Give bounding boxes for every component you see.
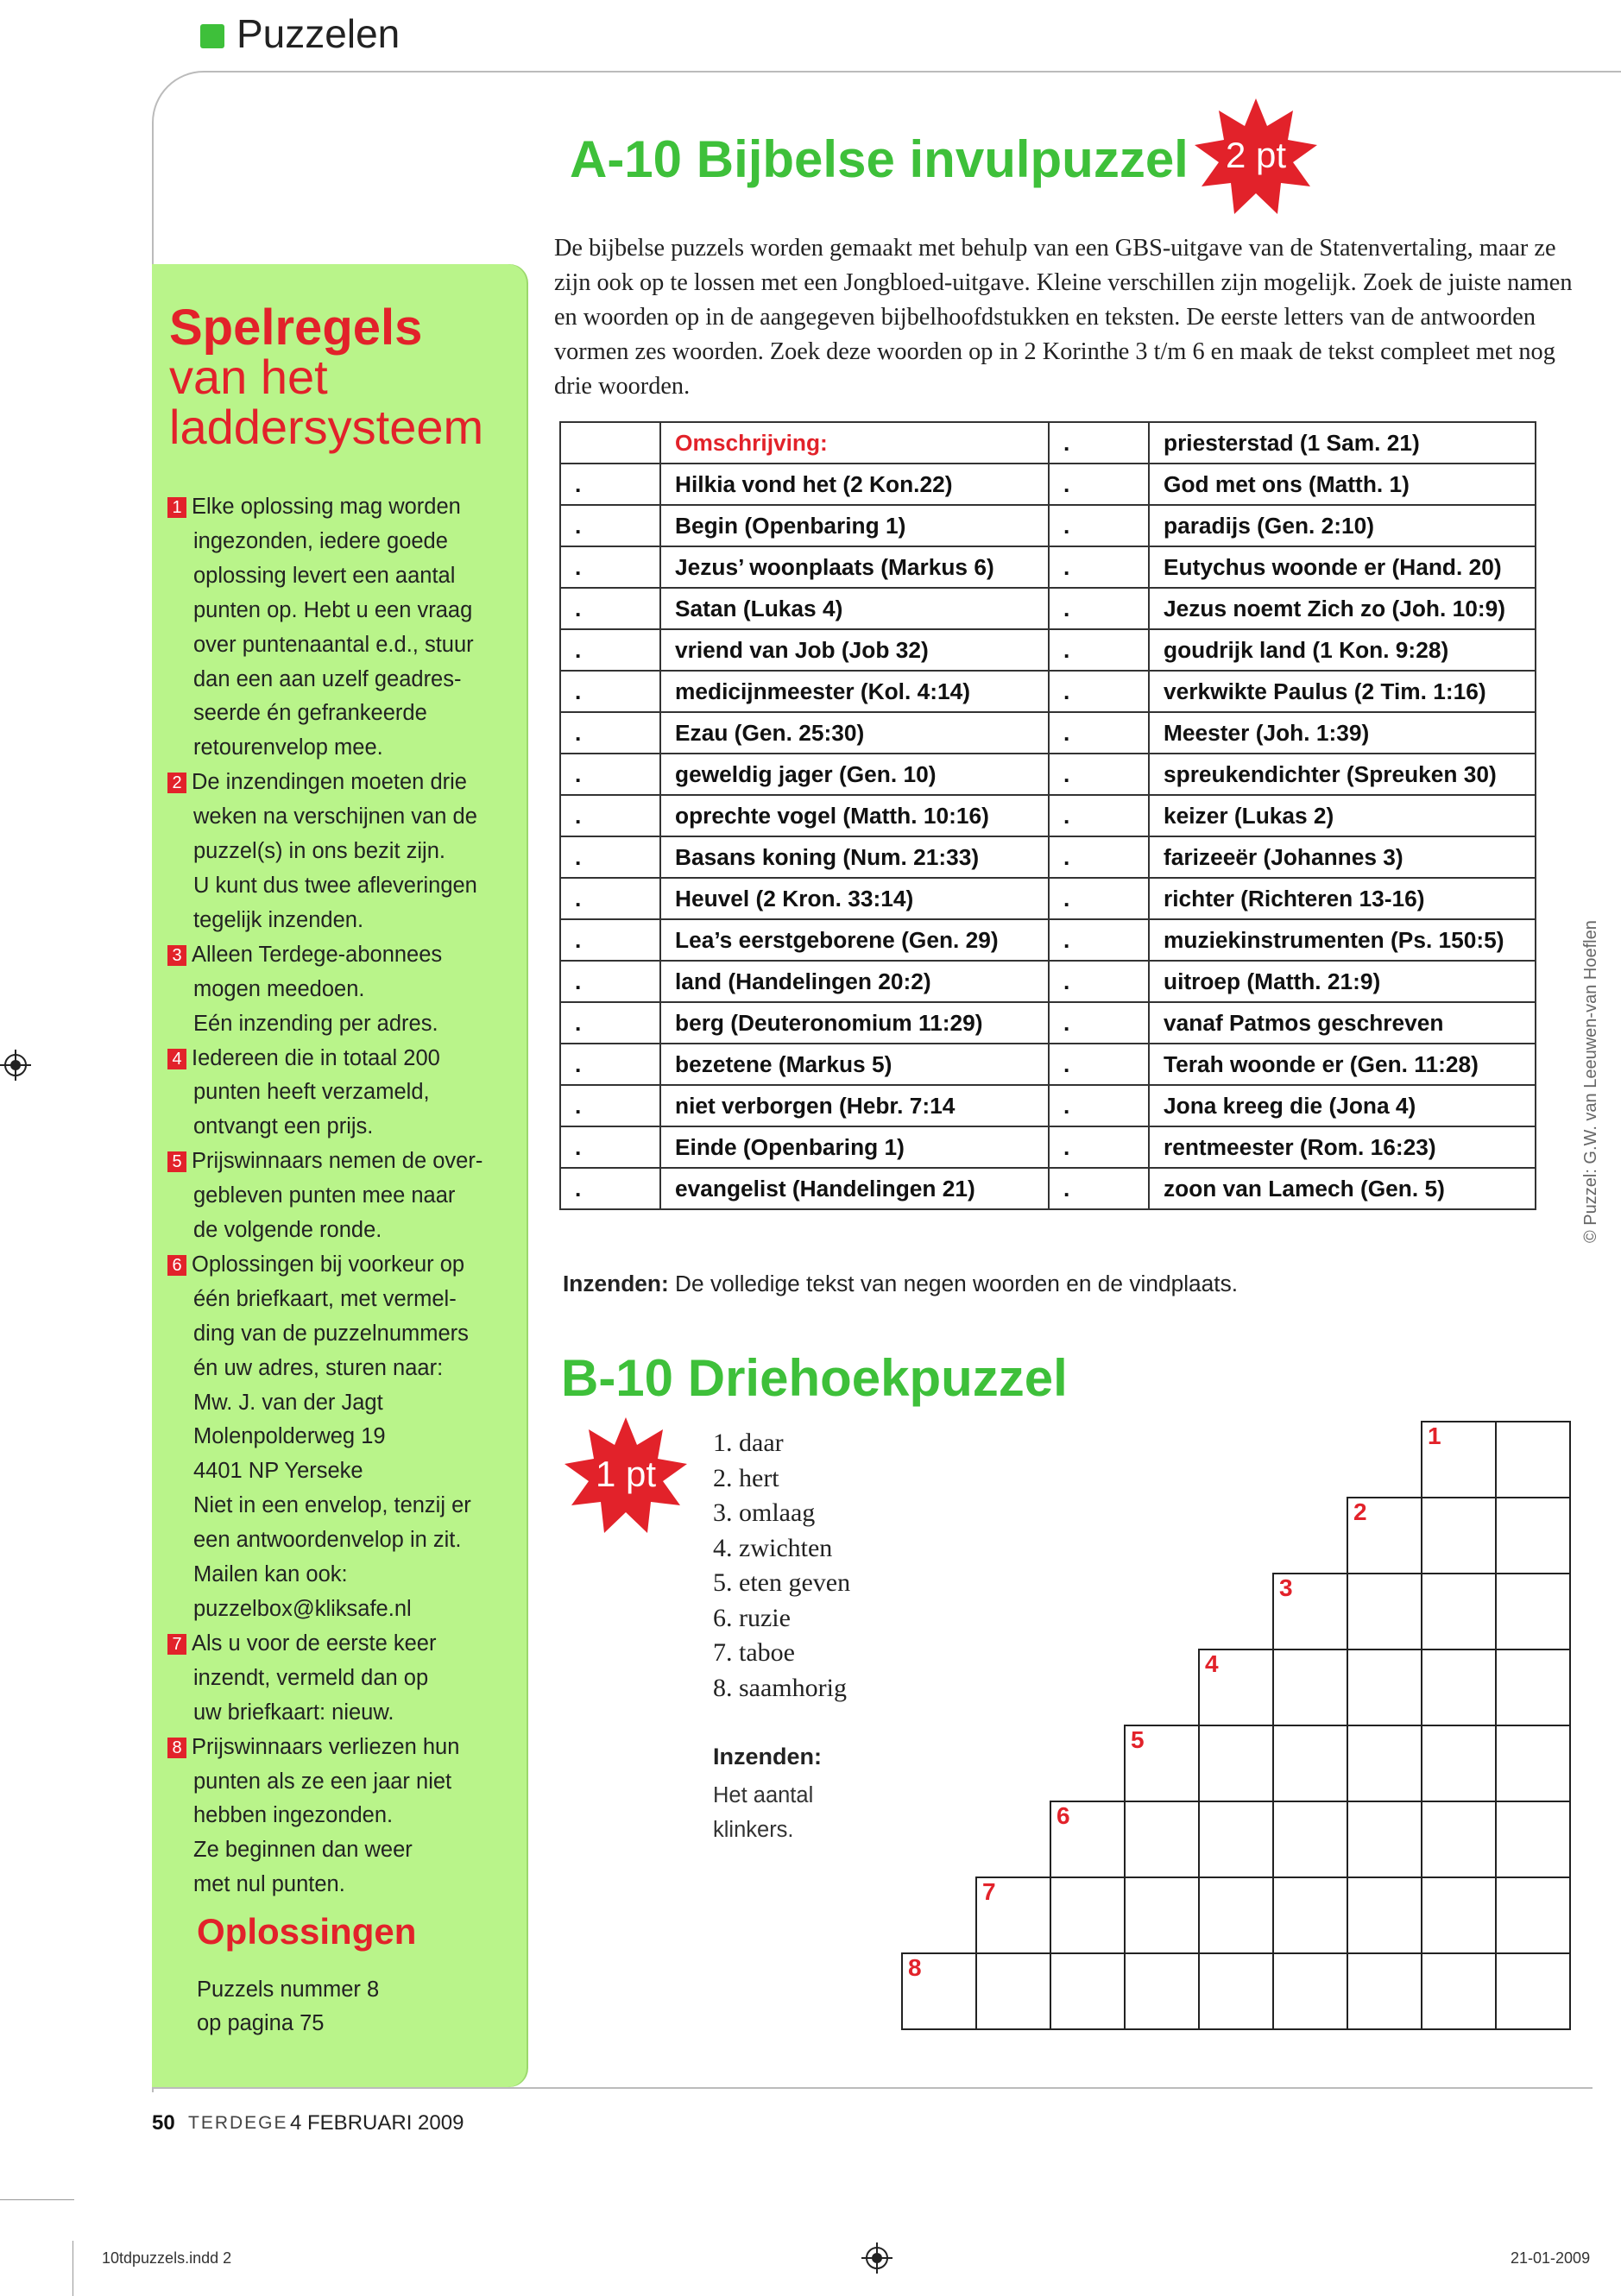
puzzle-a-table-body	[560, 422, 1536, 1209]
clue-cell: medicijnmeester (Kol. 4:14)	[660, 671, 1049, 712]
grid-cell[interactable]	[1495, 1877, 1571, 1954]
row-number: 5	[1131, 1726, 1145, 1753]
table-row	[560, 629, 1536, 671]
clue-cell: spreukendichter (Spreuken 30)	[1149, 754, 1536, 795]
rule-text: dan een aan uzelf geadres-	[193, 666, 462, 691]
rule-line	[167, 1283, 513, 1317]
rule-line	[167, 1799, 513, 1833]
dot-cell[interactable]: .	[1049, 1085, 1149, 1126]
rule-text: U kunt dus twee afleveringen	[193, 873, 477, 898]
clue-cell: paradijs (Gen. 2:10)	[1149, 505, 1536, 546]
grid-cell[interactable]	[1272, 1649, 1348, 1726]
grid-cell[interactable]	[1272, 1877, 1348, 1954]
clue-item: 7. taboe	[713, 1638, 795, 1667]
rule-line	[167, 628, 513, 663]
rule-line	[167, 938, 513, 973]
section-marker	[200, 24, 224, 48]
grid-cell[interactable]	[1421, 1573, 1497, 1650]
dot-cell[interactable]: .	[560, 464, 660, 505]
rule-line	[167, 1386, 513, 1421]
clue-cell: Satan (Lukas 4)	[660, 588, 1049, 629]
puzzle-a-submit	[563, 1271, 1238, 1297]
grid-cell[interactable]	[1495, 1725, 1571, 1802]
clue-cell: oprechte vogel (Matth. 10:16)	[660, 795, 1049, 836]
dot-cell[interactable]: .	[1049, 836, 1149, 878]
puzzle-b-submit-label: Inzenden:	[713, 1744, 822, 1769]
clue-cell: Lea’s eerstgeborene (Gen. 29)	[660, 919, 1049, 961]
dot-cell[interactable]: .	[560, 588, 660, 629]
row-number: 8	[908, 1954, 922, 1981]
table-row	[560, 505, 1536, 546]
rule-line	[167, 697, 513, 731]
puzzle-b-title	[561, 1348, 1068, 1408]
dot-cell[interactable]: .	[1049, 1126, 1149, 1168]
grid-cell[interactable]	[1198, 1725, 1274, 1802]
rule-line	[167, 1179, 513, 1214]
rule-line	[167, 1833, 513, 1868]
clue-cell: vanaf Patmos geschreven	[1149, 1002, 1536, 1044]
table-row	[560, 1044, 1536, 1085]
rule-line	[167, 800, 513, 835]
dot-cell[interactable]: .	[560, 1126, 660, 1168]
rule-text: puzzel(s) in ons bezit zijn.	[193, 839, 445, 864]
rule-text: Niet in een envelop, tenzij er	[193, 1493, 471, 1518]
rule-line	[167, 835, 513, 869]
grid-cell[interactable]	[1495, 1952, 1571, 2030]
rule-text: met nul punten.	[193, 1872, 345, 1897]
submit-text: De volledige tekst van negen woorden en de vindplaats.	[675, 1271, 1239, 1296]
clue-cell: Heuvel (2 Kron. 33:14)	[660, 878, 1049, 919]
grid-cell[interactable]	[1495, 1649, 1571, 1726]
table-row	[560, 1002, 1536, 1044]
grid-cell[interactable]	[1347, 1952, 1422, 2030]
rules-list	[167, 490, 513, 1902]
rule-text: Mw. J. van der Jagt	[193, 1390, 383, 1415]
rule-text: punten als ze een jaar niet	[193, 1769, 452, 1794]
clue-cell: rentmeester (Rom. 16:23)	[1149, 1126, 1536, 1168]
rule-number: 5	[167, 1151, 186, 1172]
dot-cell[interactable]: .	[1049, 754, 1149, 795]
clue-cell: geweldig jager (Gen. 10)	[660, 754, 1049, 795]
dot-cell[interactable]: .	[560, 919, 660, 961]
solutions-line: Puzzels nummer 8	[197, 1977, 380, 2002]
puzzle-a-title	[570, 129, 1189, 189]
grid-cell[interactable]	[1198, 1877, 1274, 1954]
grid-cell[interactable]	[1495, 1801, 1571, 1878]
dot-cell[interactable]: .	[1049, 671, 1149, 712]
grid-cell[interactable]	[1347, 1725, 1422, 1802]
sidebar-subtitle: van het laddersysteem	[169, 350, 484, 454]
row-number: 7	[982, 1878, 996, 1905]
rule-line	[167, 1317, 513, 1352]
clue-item: 5. eten geven	[713, 1568, 851, 1597]
registration-mark-icon	[0, 1050, 31, 1081]
dot-cell[interactable]: .	[1049, 588, 1149, 629]
grid-cell[interactable]	[1421, 1877, 1497, 1954]
clue-cell: bezetene (Markus 5)	[660, 1044, 1049, 1085]
points-label-b: 1 pt	[595, 1454, 657, 1494]
rule-text: én uw adres, sturen naar:	[193, 1355, 444, 1380]
points-label-a: 2 pt	[1225, 135, 1287, 175]
rule-line	[167, 663, 513, 697]
grid-cell[interactable]	[1421, 1952, 1497, 2030]
registration-mark-icon	[861, 2242, 892, 2274]
row-number: 1	[1428, 1422, 1441, 1449]
puzzle-b-name: Driehoekpuzzel	[687, 1349, 1068, 1407]
grid-cell[interactable]	[1421, 1649, 1497, 1726]
dot-cell[interactable]: .	[1049, 505, 1149, 546]
rule-line	[167, 1765, 513, 1800]
rule-text: één briefkaart, met vermel-	[193, 1286, 457, 1311]
slug-date: 21-01-2009	[1511, 2249, 1591, 2267]
dot-cell[interactable]: .	[560, 1168, 660, 1209]
rule-line	[167, 1042, 513, 1076]
dot-cell[interactable]: .	[560, 1002, 660, 1044]
rule-line	[167, 490, 513, 525]
grid-cell[interactable]	[1050, 1952, 1126, 2030]
crop-mark	[0, 2199, 74, 2200]
dot-cell[interactable]: .	[1049, 464, 1149, 505]
puzzle-b-code: B-10	[561, 1349, 674, 1407]
dot-cell[interactable]: .	[1049, 919, 1149, 961]
dot-cell[interactable]: .	[1049, 1168, 1149, 1209]
table-row	[560, 1085, 1536, 1126]
dot-cell[interactable]: .	[560, 754, 660, 795]
rule-line	[167, 1110, 513, 1145]
grid-cell[interactable]	[975, 1952, 1051, 2030]
table-row	[560, 961, 1536, 1002]
clue-cell: evangelist (Handelingen 21)	[660, 1168, 1049, 1209]
table-row	[560, 712, 1536, 754]
grid-cell[interactable]	[1124, 1952, 1200, 2030]
rule-text: Ze beginnen dan weer	[193, 1838, 413, 1863]
clue-cell: niet verborgen (Hebr. 7:14	[660, 1085, 1049, 1126]
rule-line	[167, 1214, 513, 1248]
rule-text: weken na verschijnen van de	[193, 804, 477, 829]
rule-text: 4401 NP Yerseke	[193, 1459, 363, 1484]
rule-text: inzendt, vermeld dan op	[193, 1665, 429, 1690]
clue-cell: zoon van Lamech (Gen. 5)	[1149, 1168, 1536, 1209]
row-number: 2	[1353, 1498, 1367, 1525]
rule-line	[167, 1627, 513, 1662]
rule-line	[167, 559, 513, 594]
rule-text: punten op. Hebt u een vraag	[193, 597, 473, 622]
rule-line	[167, 766, 513, 800]
puzzle-a-table	[559, 421, 1536, 1210]
table-row	[560, 546, 1536, 588]
rule-number: 2	[167, 773, 186, 793]
rule-text: retourenvelop mee.	[193, 735, 383, 760]
clue-item: 2. hert	[713, 1463, 779, 1492]
grid-cell[interactable]	[1347, 1801, 1422, 1878]
clue-cell: Hilkia vond het (2 Kon.22)	[660, 464, 1049, 505]
rule-line	[167, 1489, 513, 1523]
rule-text: Eén inzending per adres.	[193, 1011, 438, 1036]
puzzle-b-clues	[713, 1426, 850, 1706]
dot-cell[interactable]: .	[560, 1044, 660, 1085]
rule-line	[167, 1558, 513, 1593]
rule-text: oplossing levert een aantal	[193, 563, 456, 588]
grid-cell[interactable]	[1421, 1497, 1497, 1574]
clue-cell: Eutychus woonde er (Hand. 20)	[1149, 546, 1536, 588]
rule-line	[167, 1662, 513, 1696]
rule-text: Molenpolderweg 19	[193, 1424, 386, 1449]
clue-item: 3. omlaag	[713, 1498, 816, 1527]
rule-line	[167, 1420, 513, 1454]
table-row	[560, 919, 1536, 961]
table-row	[560, 795, 1536, 836]
dot-cell[interactable]: .	[560, 629, 660, 671]
table-row	[560, 754, 1536, 795]
row-number: 6	[1056, 1802, 1070, 1829]
rule-text: Mailen kan ook:	[193, 1562, 348, 1587]
grid-cell[interactable]	[1421, 1801, 1497, 1878]
dot-cell[interactable]: .	[1049, 1044, 1149, 1085]
solutions-title: Oplossingen	[197, 1911, 417, 1952]
dot-cell[interactable]: .	[560, 546, 660, 588]
grid-cell[interactable]	[1495, 1497, 1571, 1574]
rule-text: Alleen Terdege-abonnees	[192, 942, 443, 967]
clue-cell: Basans koning (Num. 21:33)	[660, 836, 1049, 878]
rule-line	[167, 525, 513, 559]
section-title: Puzzelen	[237, 11, 401, 56]
dot-cell[interactable]: .	[560, 795, 660, 836]
dot-cell[interactable]: .	[1049, 795, 1149, 836]
table-header-row	[560, 422, 1536, 464]
rule-line	[167, 594, 513, 628]
magazine-name: TERDEGE	[188, 2113, 288, 2133]
rule-line	[167, 731, 513, 766]
rule-number: 3	[167, 945, 186, 966]
clue-cell: Begin (Openbaring 1)	[660, 505, 1049, 546]
dot-cell[interactable]: .	[560, 712, 660, 754]
rule-text: puzzelbox@kliksafe.nl	[193, 1597, 412, 1621]
clue-cell: priesterstad (1 Sam. 21)	[1149, 422, 1536, 464]
rule-line	[167, 1523, 513, 1558]
rule-number: 7	[167, 1634, 186, 1655]
rule-text: ding van de puzzelnummers	[193, 1321, 469, 1346]
grid-cell[interactable]	[1198, 1952, 1274, 2030]
clue-cell: Jona kreeg die (Jona 4)	[1149, 1085, 1536, 1126]
solutions-line: op pagina 75	[197, 2011, 325, 2035]
rule-line	[167, 1248, 513, 1283]
submit-label: Inzenden:	[563, 1271, 669, 1296]
table-row	[560, 1126, 1536, 1168]
rule-text: Prijswinnaars verliezen hun	[192, 1734, 460, 1759]
clue-cell: keizer (Lukas 2)	[1149, 795, 1536, 836]
grid-cell[interactable]	[1124, 1877, 1200, 1954]
dot-cell[interactable]: .	[560, 1085, 660, 1126]
rule-text: seerde én gefrankeerde	[193, 701, 427, 726]
grid-cell[interactable]	[1124, 1801, 1200, 1878]
clue-cell: Ezau (Gen. 25:30)	[660, 712, 1049, 754]
table-row	[560, 588, 1536, 629]
dot-cell[interactable]: .	[560, 878, 660, 919]
rule-number: 4	[167, 1049, 186, 1069]
dot-cell[interactable]: .	[1049, 1002, 1149, 1044]
rule-text: De inzendingen moeten drie	[192, 770, 467, 795]
clue-cell: muziekinstrumenten (Ps. 150:5)	[1149, 919, 1536, 961]
grid-cell[interactable]	[1347, 1649, 1422, 1726]
clue-cell: berg (Deuteronomium 11:29)	[660, 1002, 1049, 1044]
rule-text: ontvangt een prijs.	[193, 1114, 374, 1139]
rule-text: ingezonden, iedere goede	[193, 528, 448, 553]
dot-cell[interactable]: .	[1049, 712, 1149, 754]
clue-cell: farizeeër (Johannes 3)	[1149, 836, 1536, 878]
table-row	[560, 1168, 1536, 1209]
table-row	[560, 671, 1536, 712]
grid-cell[interactable]	[1421, 1725, 1497, 1802]
puzzle-a-code: A-10	[570, 130, 683, 188]
rule-text: Prijswinnaars nemen de over-	[192, 1149, 483, 1174]
rule-text: Als u voor de eerste keer	[192, 1631, 437, 1656]
clue-cell: God met ons (Matth. 1)	[1149, 464, 1536, 505]
rule-number: 8	[167, 1738, 186, 1758]
rule-text: mogen meedoen.	[193, 976, 365, 1001]
rule-text: uw briefkaart: nieuw.	[193, 1700, 394, 1725]
rule-line	[167, 1007, 513, 1042]
puzzle-credit: © Puzzel: G.W. van Leeuwen-van Hoeflen	[1581, 920, 1600, 1243]
rule-text: Elke oplossing mag worden	[192, 495, 461, 519]
rule-text: tegelijk inzenden.	[193, 907, 364, 932]
rule-line	[167, 1352, 513, 1386]
clue-cell: richter (Richteren 13-16)	[1149, 878, 1536, 919]
puzzle-a-intro: De bijbelse puzzels worden gemaakt met behulp van een GBS-uitgave van de Statenvertaling, maar ze zijn ook op te lossen met een Jongbloed-uitgave. Kleine verschillen zijn mogelijk. Zoek de juiste namen en woorden op in de aangegeven bijbelhoofdstukken en teksten. De eerste letters van de antwoorden vormen zes woorden. Zoek deze woorden op in 2 Korinthe 3 t/m 6 en maak de tekst compleet met nog drie woorden.	[554, 235, 1573, 400]
dot-cell[interactable]: .	[560, 671, 660, 712]
rule-line	[167, 1868, 513, 1902]
slug-file: 10tdpuzzels.indd 2	[102, 2249, 232, 2267]
rule-text: punten heeft verzameld,	[193, 1080, 430, 1105]
grid-cell[interactable]	[1050, 1877, 1126, 1954]
rule-text: Iedereen die in totaal 200	[192, 1045, 440, 1070]
grid-cell[interactable]	[1347, 1573, 1422, 1650]
rule-number: 1	[167, 497, 186, 518]
table-row	[560, 464, 1536, 505]
rule-line	[167, 1075, 513, 1110]
grid-cell[interactable]	[1198, 1801, 1274, 1878]
points-badge-a	[1193, 97, 1319, 218]
rule-text: hebben ingezonden.	[193, 1803, 394, 1828]
clue-item: 8. saamhorig	[713, 1673, 847, 1702]
rule-number: 6	[167, 1255, 186, 1276]
puzzle-a-name: Bijbelse invulpuzzel	[696, 130, 1189, 188]
dot-cell[interactable]: .	[560, 505, 660, 546]
solutions-text	[197, 1973, 379, 2041]
table-header-label: Omschrijving:	[660, 422, 1049, 464]
issue-date: 4 FEBRUARI 2009	[290, 2111, 464, 2135]
dot-cell[interactable]: .	[560, 836, 660, 878]
clue-cell: Terah woonde er (Gen. 11:28)	[1149, 1044, 1536, 1085]
row-number: 4	[1205, 1650, 1219, 1677]
sidebar-title: Spelregels	[169, 300, 423, 356]
clue-cell: vriend van Job (Job 32)	[660, 629, 1049, 671]
dot-cell[interactable]: .	[1049, 961, 1149, 1002]
grid-cell[interactable]	[1272, 1725, 1348, 1802]
clue-cell: Einde (Openbaring 1)	[660, 1126, 1049, 1168]
rule-line	[167, 1145, 513, 1179]
row-number: 3	[1279, 1574, 1293, 1601]
points-badge-b	[563, 1416, 689, 1536]
grid-cell[interactable]	[1347, 1877, 1422, 1954]
rule-line	[167, 973, 513, 1007]
rule-line	[167, 1593, 513, 1627]
page-frame-bottom	[152, 2087, 1593, 2089]
clue-cell: goudrijk land (1 Kon. 9:28)	[1149, 629, 1536, 671]
clue-cell: uitroep (Matth. 21:9)	[1149, 961, 1536, 1002]
rule-line	[167, 869, 513, 904]
clue-cell: Jezus’ woonplaats (Markus 6)	[660, 546, 1049, 588]
table-row	[560, 836, 1536, 878]
rule-line	[167, 1731, 513, 1765]
grid-cell[interactable]	[1495, 1573, 1571, 1650]
dot-cell[interactable]: .	[1049, 546, 1149, 588]
clue-cell: Meester (Joh. 1:39)	[1149, 712, 1536, 754]
rule-text: Oplossingen bij voorkeur op	[192, 1252, 465, 1277]
page-number: 50	[152, 2111, 175, 2135]
clue-cell: Jezus noemt Zich zo (Joh. 10:9)	[1149, 588, 1536, 629]
rule-line	[167, 1454, 513, 1489]
rule-line	[167, 1696, 513, 1731]
clue-item: 1. daar	[713, 1429, 784, 1457]
clue-cell: land (Handelingen 20:2)	[660, 961, 1049, 1002]
table-row	[560, 878, 1536, 919]
rule-text: gebleven punten mee naar	[193, 1183, 456, 1208]
rule-text: de volgende ronde.	[193, 1218, 382, 1243]
grid-cell[interactable]	[1272, 1952, 1348, 2030]
grid-cell[interactable]	[1495, 1421, 1571, 1498]
clue-item: 6. ruzie	[713, 1603, 791, 1632]
clue-item: 4. zwichten	[713, 1533, 833, 1562]
puzzle-b-submit-text: Het aantal klinkers.	[713, 1783, 814, 1842]
dot-cell[interactable]: .	[560, 961, 660, 1002]
grid-cell[interactable]	[1272, 1801, 1348, 1878]
answer-cell[interactable]	[560, 422, 660, 464]
rule-text: een antwoordenvelop in zit.	[193, 1528, 462, 1553]
dot-cell[interactable]: .	[1049, 629, 1149, 671]
dot-cell[interactable]: .	[1049, 422, 1149, 464]
rule-line	[167, 904, 513, 938]
clue-cell: verkwikte Paulus (2 Tim. 1:16)	[1149, 671, 1536, 712]
rule-text: over puntenaantal e.d., stuur	[193, 632, 474, 657]
dot-cell[interactable]: .	[1049, 878, 1149, 919]
